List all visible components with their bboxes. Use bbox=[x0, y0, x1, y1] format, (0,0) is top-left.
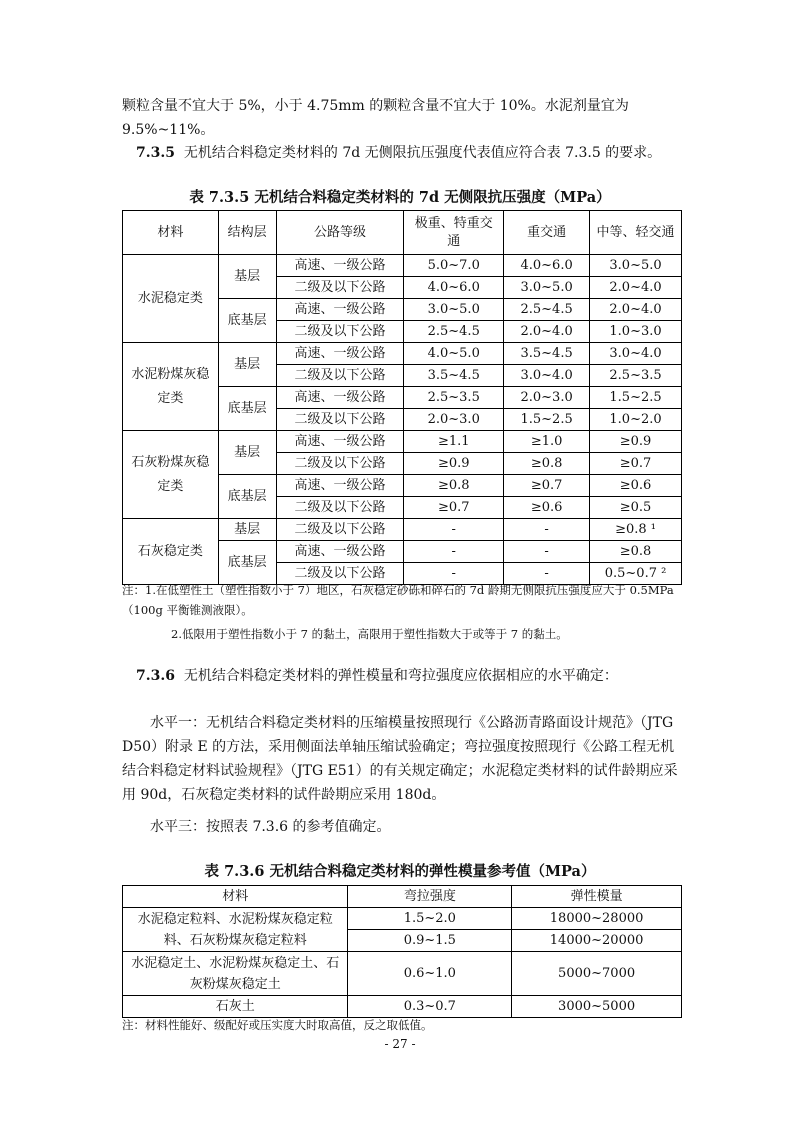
value-cell: ≥1.1 bbox=[404, 431, 504, 453]
value-cell: - bbox=[504, 541, 590, 563]
material-cell: 石灰稳定类 bbox=[123, 519, 219, 585]
value-cell: 3.0~5.0 bbox=[504, 277, 590, 299]
value-cell: 2.0~4.0 bbox=[504, 321, 590, 343]
value-cell: 4.0~6.0 bbox=[504, 255, 590, 277]
value-cell: ≥0.9 bbox=[404, 453, 504, 475]
strength-cell: 0.6~1.0 bbox=[348, 952, 512, 996]
clause-number: 7.3.6 bbox=[136, 668, 175, 684]
modulus-cell: 5000~7000 bbox=[512, 952, 682, 996]
value-cell: 3.0~5.0 bbox=[404, 299, 504, 321]
layer-cell: 底基层 bbox=[218, 541, 276, 585]
layer-cell: 基层 bbox=[218, 255, 276, 299]
modulus-table bbox=[122, 885, 682, 1018]
value-cell: 1.0~2.0 bbox=[590, 409, 682, 431]
table-row bbox=[123, 952, 682, 996]
page-number: - 27 - bbox=[384, 1037, 416, 1051]
material-cell: 石灰土 bbox=[123, 996, 348, 1018]
layer-cell: 底基层 bbox=[218, 387, 276, 431]
strength-cell: 1.5~2.0 bbox=[348, 908, 512, 930]
table-header-row bbox=[123, 886, 682, 908]
value-cell: 4.0~6.0 bbox=[404, 277, 504, 299]
value-cell: - bbox=[404, 563, 504, 585]
value-cell: 0.5~0.7 ² bbox=[590, 563, 682, 585]
material-cell: 水泥稳定粒料、水泥粉煤灰稳定粒料、石灰粉煤灰稳定粒料 bbox=[123, 908, 348, 952]
table2-caption: 表 7.3.6 无机结合料稳定类材料的弹性模量参考值（MPa） bbox=[204, 863, 596, 880]
value-cell: ≥0.8 ¹ bbox=[590, 519, 682, 541]
clause-number: 7.3.5 bbox=[136, 145, 175, 161]
material-cell: 石灰粉煤灰稳定类 bbox=[123, 431, 219, 519]
material-cell: 水泥稳定土、水泥粉煤灰稳定土、石灰粉煤灰稳定土 bbox=[123, 952, 348, 996]
road-grade-cell: 高速、一级公路 bbox=[276, 475, 404, 497]
header-elastic-modulus: 弹性模量 bbox=[512, 886, 682, 908]
level-one-paragraph: 水平一：无机结合料稳定类材料的压缩模量按照现行《公路沥青路面设计规范》（JTG D50）附录 E 的方法，采用侧面法单轴压缩试验确定；弯拉强度按照现行《公路工程无机结合料稳定材料试验规程》（JTG E51）的有关规定确定；水泥稳定类材料的试件龄期应采用 90d，石灰稳定类材料的试件龄期应采用 180d。 bbox=[122, 715, 678, 803]
strength-cell: 0.3~0.7 bbox=[348, 996, 512, 1018]
layer-cell: 底基层 bbox=[218, 299, 276, 343]
value-cell: ≥0.8 bbox=[404, 475, 504, 497]
value-cell: 2.0~4.0 bbox=[590, 277, 682, 299]
road-grade-cell: 二级及以下公路 bbox=[276, 563, 404, 585]
value-cell: ≥1.0 bbox=[504, 431, 590, 453]
value-cell: ≥0.7 bbox=[590, 453, 682, 475]
value-cell: 2.5~3.5 bbox=[404, 387, 504, 409]
table-row bbox=[123, 343, 682, 365]
value-cell: ≥0.6 bbox=[504, 497, 590, 519]
value-cell: ≥0.9 bbox=[590, 431, 682, 453]
value-cell: - bbox=[504, 519, 590, 541]
value-cell: 2.5~4.5 bbox=[504, 299, 590, 321]
layer-cell: 底基层 bbox=[218, 475, 276, 519]
header-material: 材料 bbox=[123, 886, 348, 908]
value-cell: ≥0.7 bbox=[504, 475, 590, 497]
value-cell: 2.5~3.5 bbox=[590, 365, 682, 387]
value-cell: ≥0.6 bbox=[590, 475, 682, 497]
header-flexural-strength: 弯拉强度 bbox=[348, 886, 512, 908]
modulus-cell: 14000~20000 bbox=[512, 930, 682, 952]
road-grade-cell: 二级及以下公路 bbox=[276, 453, 404, 475]
value-cell: 3.0~4.0 bbox=[504, 365, 590, 387]
road-grade-cell: 二级及以下公路 bbox=[276, 497, 404, 519]
value-cell: 1.0~3.0 bbox=[590, 321, 682, 343]
table2-note: 注：材料性能好、级配好或压实度大时取高值，反之取低值。 bbox=[122, 1018, 433, 1032]
layer-cell: 基层 bbox=[218, 343, 276, 387]
road-grade-cell: 二级及以下公路 bbox=[276, 321, 404, 343]
table-header-row bbox=[123, 211, 682, 255]
intro-paragraph: 颗粒含量不宜大于 5%，小于 4.75mm 的颗粒含量不宜大于 10%。水泥剂量宜为 9.5%~11%。 bbox=[122, 98, 629, 138]
value-cell: 3.5~4.5 bbox=[404, 365, 504, 387]
header-layer: 结构层 bbox=[218, 211, 276, 255]
value-cell: ≥0.8 bbox=[504, 453, 590, 475]
value-cell: - bbox=[504, 563, 590, 585]
modulus-cell: 3000~5000 bbox=[512, 996, 682, 1018]
table-row bbox=[123, 431, 682, 453]
value-cell: - bbox=[404, 541, 504, 563]
value-cell: 5.0~7.0 bbox=[404, 255, 504, 277]
value-cell: 2.5~4.5 bbox=[404, 321, 504, 343]
value-cell: 1.5~2.5 bbox=[504, 409, 590, 431]
strength-cell: 0.9~1.5 bbox=[348, 930, 512, 952]
clause-7-3-6 bbox=[136, 664, 696, 688]
header-light-traffic: 中等、轻交通 bbox=[590, 211, 682, 255]
level-three-paragraph: 水平三：按照表 7.3.6 的参考值确定。 bbox=[150, 819, 391, 835]
clause-7-3-5 bbox=[136, 141, 696, 165]
value-cell: 2.0~4.0 bbox=[590, 299, 682, 321]
road-grade-cell: 二级及以下公路 bbox=[276, 519, 404, 541]
header-material: 材料 bbox=[123, 211, 219, 255]
table1-caption: 表 7.3.5 无机结合料稳定类材料的 7d 无侧限抗压强度（MPa） bbox=[189, 189, 611, 206]
road-grade-cell: 二级及以下公路 bbox=[276, 409, 404, 431]
table-row bbox=[123, 255, 682, 277]
strength-table bbox=[122, 210, 682, 585]
clause-text: 无机结合料稳定类材料的 7d 无侧限抗压强度代表值应符合表 7.3.5 的要求。 bbox=[183, 145, 662, 161]
layer-cell: 基层 bbox=[218, 431, 276, 475]
value-cell: 4.0~5.0 bbox=[404, 343, 504, 365]
value-cell: 3.5~4.5 bbox=[504, 343, 590, 365]
road-grade-cell: 高速、一级公路 bbox=[276, 299, 404, 321]
header-heavy-traffic: 极重、特重交通 bbox=[404, 211, 504, 255]
material-cell: 水泥稳定类 bbox=[123, 255, 219, 343]
modulus-cell: 18000~28000 bbox=[512, 908, 682, 930]
table1-note-2: 2.低限用于塑性指数小于 7 的黏土，高限用于塑性指数大于或等于 7 的黏土。 bbox=[171, 627, 568, 641]
value-cell: - bbox=[404, 519, 504, 541]
clause-text: 无机结合料稳定类材料的弹性模量和弯拉强度应依据相应的水平确定： bbox=[183, 668, 618, 684]
road-grade-cell: 高速、一级公路 bbox=[276, 431, 404, 453]
road-grade-cell: 二级及以下公路 bbox=[276, 277, 404, 299]
table-row bbox=[123, 908, 682, 930]
table1-note-1: 注：1.在低塑性土（塑性指数小于 7）地区，石灰稳定砂砾和碎石的 7d 龄期无侧限抗压强度应大于 0.5MPa（100g 平衡锥测液限）。 bbox=[122, 583, 674, 617]
layer-cell: 基层 bbox=[218, 519, 276, 541]
value-cell: 1.5~2.5 bbox=[590, 387, 682, 409]
value-cell: ≥0.7 bbox=[404, 497, 504, 519]
table-row bbox=[123, 519, 682, 541]
value-cell: 2.0~3.0 bbox=[504, 387, 590, 409]
header-medium-heavy-traffic: 重交通 bbox=[504, 211, 590, 255]
road-grade-cell: 高速、一级公路 bbox=[276, 343, 404, 365]
value-cell: 2.0~3.0 bbox=[404, 409, 504, 431]
road-grade-cell: 高速、一级公路 bbox=[276, 541, 404, 563]
value-cell: ≥0.8 bbox=[590, 541, 682, 563]
value-cell: ≥0.5 bbox=[590, 497, 682, 519]
value-cell: 3.0~4.0 bbox=[590, 343, 682, 365]
road-grade-cell: 高速、一级公路 bbox=[276, 387, 404, 409]
header-road-grade: 公路等级 bbox=[276, 211, 404, 255]
road-grade-cell: 高速、一级公路 bbox=[276, 255, 404, 277]
material-cell: 水泥粉煤灰稳定类 bbox=[123, 343, 219, 431]
road-grade-cell: 二级及以下公路 bbox=[276, 365, 404, 387]
value-cell: 3.0~5.0 bbox=[590, 255, 682, 277]
